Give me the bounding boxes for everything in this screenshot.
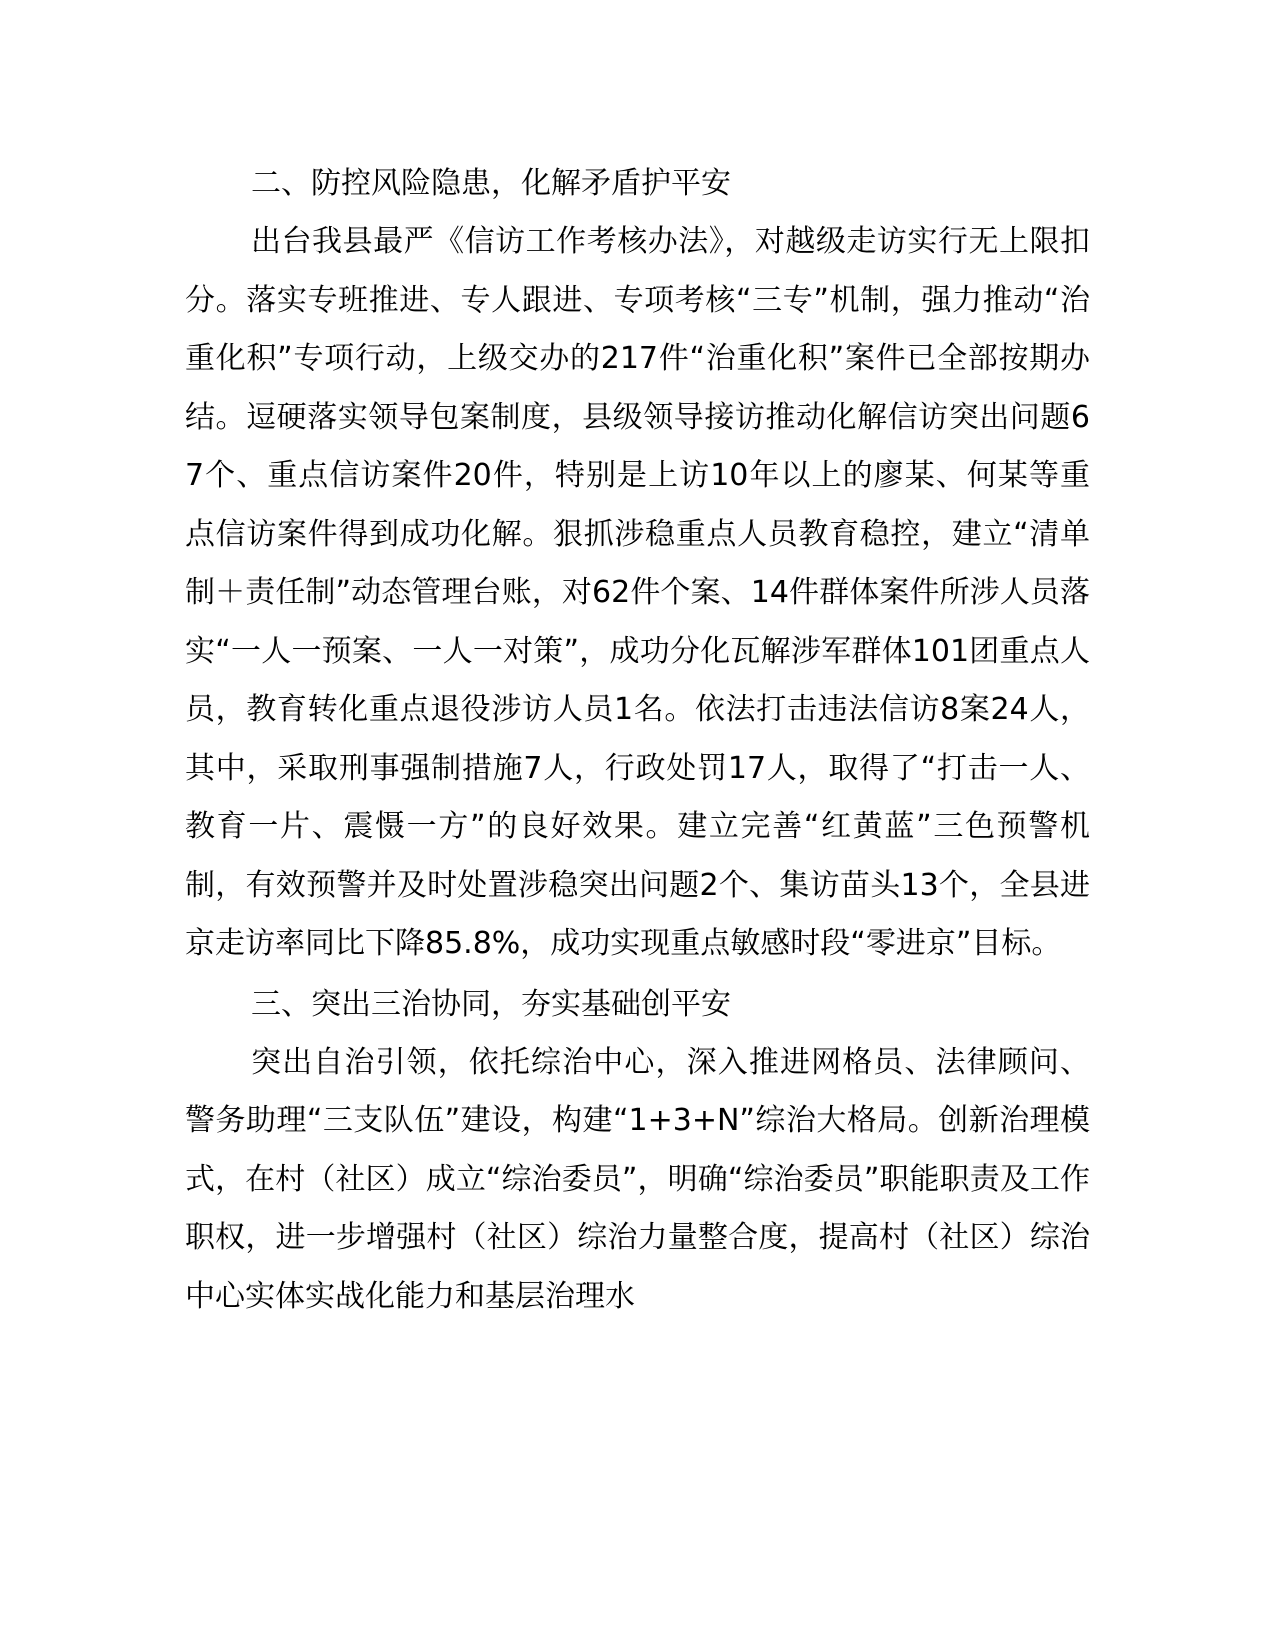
section-paragraph-three-governance: 突出自治引领，依托综治中心，深入推进网格员、法律顾问、警务助理“三支队伍”建设，构建“1+3+N”综治大格局。创新治理模式，在村（社区）成立“综治委员”，明确“综治委员”职能职责及工作职权，进一步增强村（社区）综治力量整合度，提高村（社区）综治中心实体实战化能力和基层治理水: [185, 1044, 1090, 1314]
section-paragraph-risk-prevention: 出台我县最严《信访工作考核办法》，对越级走访实行无上限扣分。落实专班推进、专人跟进、专项考核“三专”机制，强力推动“治重化积”专项行动，上级交办的217件“治重化积”案件已全部按期办结。逗硬落实领导包案制度，县级领导接访推动化解信访突出问题67个、重点信访案件20件，特别是上访10年以上的廖某、何某等重点信访案件得到成功化解。狠抓涉稳重点人员教育稳控，建立“清单制＋责任制”动态管理台账，对62件个案、14件群体案件所涉人员落实“一人一预案、一人一对策”，成功分化瓦解涉军群体101团重点人员，教育转化重点退役涉访人员1名。依法打击违法信访8案24人，其中，采取刑事强制措施7人，行政处罚17人，取得了“打击一人、教育一片、震慑一方”的良好效果。建立完善“红黄蓝”三色预警机制，有效预警并及时处置涉稳突出问题2个、集访苗头13个，全县进京走访率同比下降85.8%，成功实现重点敏感时段“零进京”目标。: [185, 224, 1090, 961]
section-heading-three-governance: 三、突出三治协同，夯实基础创平安: [251, 986, 731, 1022]
document-page: [185, 155, 1090, 1326]
section-heading-risk-prevention: 二、防控风险隐患，化解矛盾护平安: [251, 166, 731, 201]
